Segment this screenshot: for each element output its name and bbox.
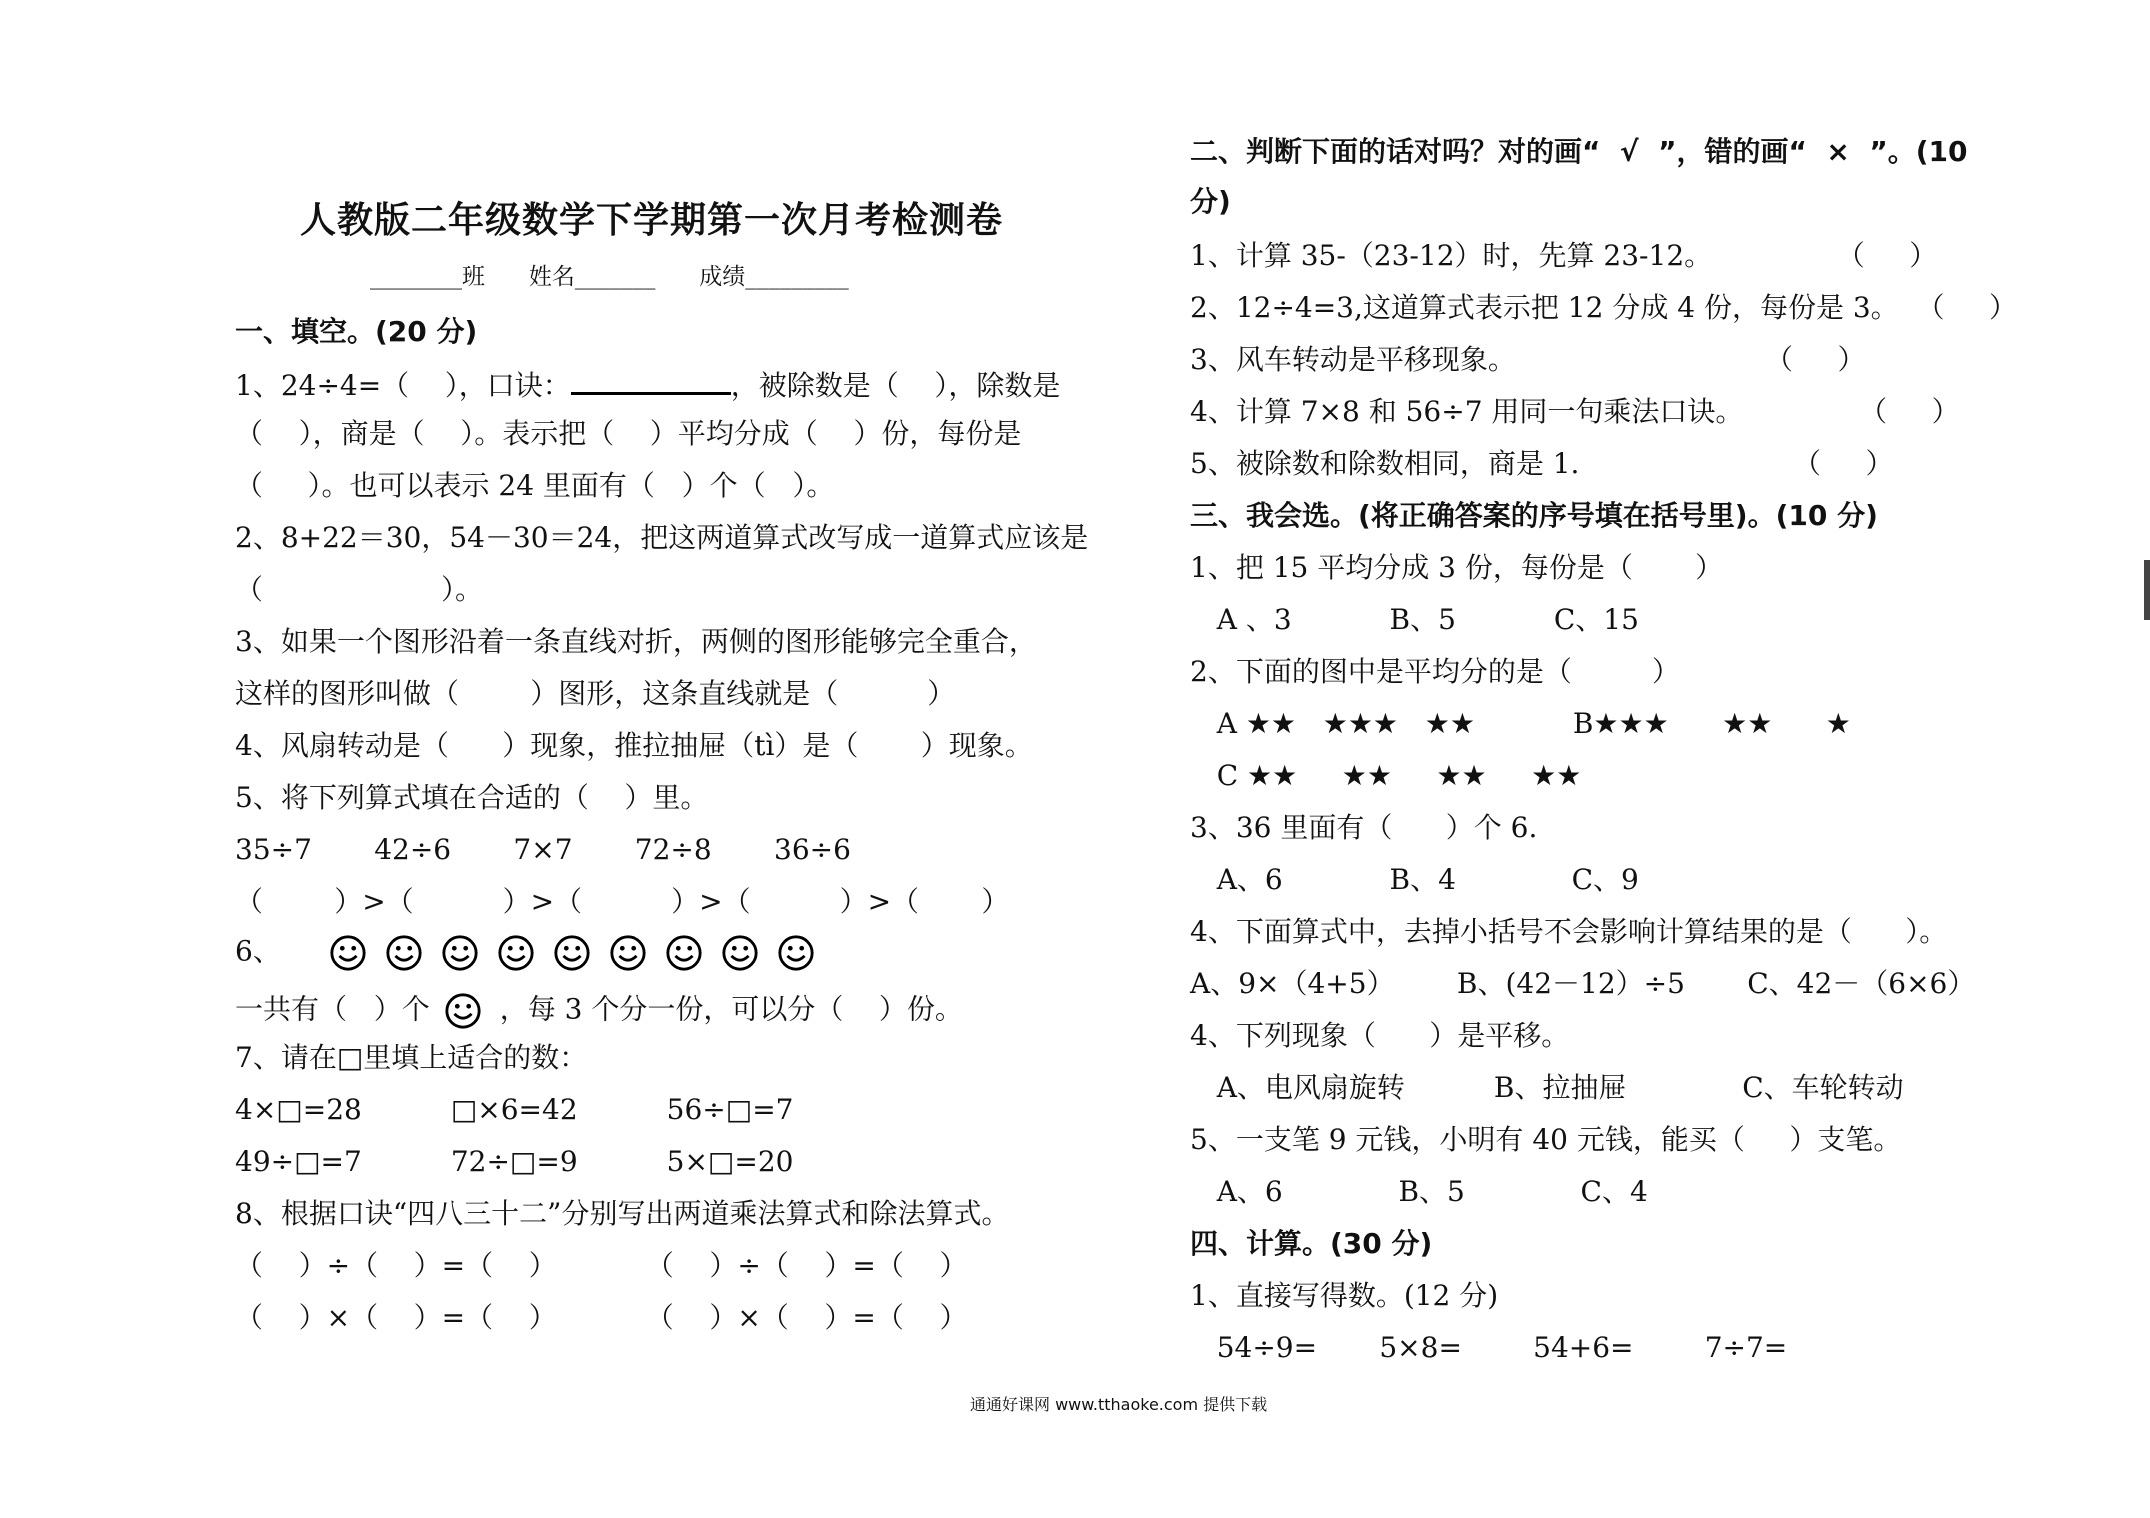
smiley-icon	[721, 934, 759, 972]
smiley-row	[329, 935, 833, 968]
question-1-line-2: （ ），商是（ ）。表示把（ ）平均分成（ ）份，每份是	[235, 417, 1022, 450]
question-1-text-a: 1、24÷4=（ ），口诀：	[235, 369, 571, 402]
choice-5: 4、下列现象（ ）是平移。	[1190, 1019, 1570, 1052]
question-5-expressions: 35÷7 42÷6 7×7 72÷8 36÷6	[235, 833, 851, 866]
section-1-heading: 一、填空。(20 分)	[235, 315, 478, 348]
smiley-icon	[385, 934, 423, 972]
question-7: 7、请在□里填上适合的数：	[235, 1041, 588, 1074]
question-2-line-1: 2、8+22＝30，54－30＝24，把这两道算式改写成一道算式应该是	[235, 521, 1089, 554]
smiley-icon	[665, 934, 703, 972]
choice-2-options-ab: A ★★ ★★★ ★★ B★★★ ★★ ★	[1190, 707, 1851, 740]
choice-1: 1、把 15 平均分成 3 份，每份是（ ）	[1190, 551, 1724, 584]
smiley-icon	[444, 992, 482, 1030]
question-4: 4、风扇转动是（ ）现象，推拉抽屉（tì）是（ ）现象。	[235, 729, 1033, 762]
choice-6-options: A、6 B、5 C、4	[1190, 1175, 1648, 1208]
page-edge-mark	[2144, 560, 2150, 620]
question-6-text-a: 一共有（ ）个	[235, 992, 430, 1026]
choice-4-options: A、9×（4+5） B、(42－12）÷5 C、42－（6×6）	[1190, 967, 1976, 1000]
question-8-row-2: （ ）×（ ）=（ ） （ ）×（ ）=（ ）	[235, 1301, 968, 1334]
choice-5-options: A、电风扇旋转 B、拉抽屉 C、车轮转动	[1190, 1071, 1904, 1104]
smiley-icon	[777, 934, 815, 972]
question-1-line-3: （ ）。也可以表示 24 里面有（ ）个（ ）。	[235, 469, 835, 502]
question-1-line-1	[235, 368, 1060, 400]
question-6-label: 6、	[235, 934, 281, 968]
choice-3: 3、36 里面有（ ）个 6.	[1190, 811, 1538, 844]
smiley-icon	[329, 934, 367, 972]
judge-item-4: 4、计算 7×8 和 56÷7 用同一句乘法口诀。 （ ）	[1190, 395, 1960, 428]
section-2-heading: 二、判断下面的话对吗？对的画“ √ ”，错的画“ × ”。(10	[1190, 135, 1968, 168]
choice-3-options: A、6 B、4 C、9	[1190, 863, 1639, 896]
choice-1-options: A 、3 B、5 C、15	[1190, 603, 1639, 636]
choice-4: 4、下面算式中，去掉小括号不会影响计算结果的是（ ）。	[1190, 915, 1948, 948]
choice-2-option-c: C ★★ ★★ ★★ ★★	[1190, 759, 1582, 792]
choice-2: 2、下面的图中是平均分的是（ ）	[1190, 655, 1680, 688]
student-info-line: ________班 姓名_______ 成绩_________	[370, 264, 849, 290]
choice-6: 5、一支笔 9 元钱，小明有 40 元钱，能买（ ）支笔。	[1190, 1123, 1902, 1156]
smiley-icon	[609, 934, 647, 972]
judge-item-5: 5、被除数和除数相同，商是 1. （ ）	[1190, 447, 1894, 480]
section-4-heading: 四、计算。(30 分)	[1190, 1227, 1433, 1260]
question-8-row-1: （ ）÷（ ）=（ ） （ ）÷（ ）=（ ）	[235, 1249, 968, 1282]
page-title: 人教版二年级数学下学期第一次月考检测卷	[300, 200, 1004, 241]
calc-1-items: 54÷9= 5×8= 54+6= 7÷7=	[1190, 1331, 1788, 1364]
judge-item-2: 2、12÷4=3,这道算式表示把 12 分成 4 份，每份是 3。 （ ）	[1190, 291, 2017, 324]
smiley-icon	[553, 934, 591, 972]
judge-item-3: 3、风车转动是平移现象。 （ ）	[1190, 343, 1866, 376]
answer-underline	[571, 368, 731, 395]
question-3-line-2: 这样的图形叫做（ ）图形，这条直线就是（ ）	[235, 677, 956, 710]
judge-item-1: 1、计算 35-（23-12）时，先算 23-12。 （ ）	[1190, 239, 1938, 272]
section-2-heading-cont: 分)	[1190, 185, 1231, 218]
question-6-text-b: ，每 3 个分一份，可以分（ ）份。	[499, 992, 963, 1026]
calc-1: 1、直接写得数。(12 分)	[1190, 1279, 1499, 1312]
question-8: 8、根据口诀“四八三十二”分别写出两道乘法算式和除法算式。	[235, 1197, 1010, 1230]
question-2-line-2: （ ）。	[235, 573, 484, 606]
question-7-row-2: 49÷□=7 72÷□=9 5×□=20	[235, 1145, 794, 1178]
question-6-line-1	[235, 934, 833, 972]
question-5-blanks: （ ）>（ ）>（ ）>（ ）>（ ）	[235, 885, 1010, 918]
question-5: 5、将下列算式填在合适的（ ）里。	[235, 781, 709, 814]
question-7-row-1: 4×□=28 □×6=42 56÷□=7	[235, 1093, 794, 1126]
smiley-icon	[441, 934, 479, 972]
section-3-heading: 三、我会选。(将正确答案的序号填在括号里)。(10 分)	[1190, 499, 1878, 532]
smiley-icon	[497, 934, 535, 972]
question-3-line-1: 3、如果一个图形沿着一条直线对折，两侧的图形能够完全重合，	[235, 625, 1037, 658]
footer-source: 通通好课网 www.tthaoke.com 提供下载	[970, 1395, 1268, 1414]
question-6-line-2	[235, 992, 963, 1030]
question-1-text-b: ，被除数是（ ），除数是	[730, 369, 1061, 402]
